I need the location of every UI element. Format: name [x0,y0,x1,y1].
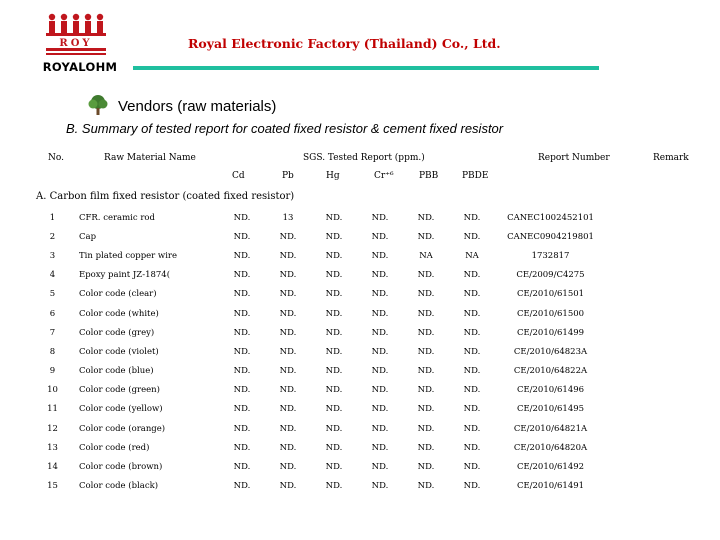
material-name: Color code (white) [79,308,159,319]
pbb-value: ND. [417,366,435,377]
hg-value: ND. [325,346,343,357]
pb-value: 13 [282,212,294,223]
pb-value: ND. [279,289,297,300]
pbb-value: ND. [417,385,435,396]
row-number: 4 [49,270,56,281]
cr6-value: ND. [371,366,389,377]
cd-value: ND. [233,231,251,242]
report-number: 1732817 [531,250,570,261]
report-number: CE/2010/64822A [513,366,588,377]
remark-cell [606,208,698,227]
pbb-value: ND. [417,346,435,357]
hg-value: ND. [325,231,343,242]
cd-value: ND. [233,308,251,319]
cr6-value: ND. [371,404,389,415]
pbde-value: ND. [463,404,481,415]
row-number: 6 [49,308,56,319]
pbde-value: ND. [463,481,481,492]
table-row [30,208,698,227]
row-number: 8 [49,346,56,357]
pbb-value: NA [419,250,433,261]
remark-cell [606,342,698,361]
header-pb: Pb [282,171,294,181]
material-name: Color code (grey) [79,327,155,338]
pbde-value: ND. [463,385,481,396]
report-number: CE/2010/61495 [516,404,585,415]
row-number: 12 [47,423,58,434]
remark-cell [606,285,698,304]
cr6-value: ND. [371,442,389,453]
header-pbde: PBDE [462,171,489,181]
remark-cell [606,419,698,438]
pbb-value: ND. [417,308,435,319]
cr6-value: ND. [371,346,389,357]
material-name: Color code (blue) [79,366,154,377]
hg-value: ND. [325,270,343,281]
cr6-value: ND. [371,385,389,396]
pbde-value: ND. [463,308,481,319]
table-row [30,457,698,476]
pbb-value: ND. [417,212,435,223]
cr6-value: ND. [371,212,389,223]
cd-value: ND. [233,346,251,357]
remark-cell [606,266,698,285]
remark-cell [606,400,698,419]
report-number: CE/2010/61500 [516,308,585,319]
hg-value: ND. [325,289,343,300]
pb-value: ND. [279,423,297,434]
pb-value: ND. [279,462,297,473]
brand-name: ROYALOHM [42,60,118,74]
cd-value: ND. [233,385,251,396]
cr6-value: ND. [371,462,389,473]
remark-cell [606,227,698,246]
table-row [30,438,698,457]
pbde-value: ND. [463,270,481,281]
cr6-value: ND. [371,481,389,492]
remark-cell [606,246,698,265]
material-name: Color code (orange) [79,423,166,434]
material-name: Color code (red) [79,442,150,453]
report-number: CE/2010/61496 [516,385,585,396]
test-report-table [30,208,698,496]
material-name: Tin plated copper wire [79,250,178,261]
material-name: Cap [79,231,97,242]
row-number: 15 [47,481,58,492]
table-row [30,227,698,246]
report-number: CE/2009/C4275 [516,270,585,281]
pbb-value: ND. [417,442,435,453]
remark-cell [606,438,698,457]
pbde-value: ND. [463,442,481,453]
cr6-value: ND. [371,270,389,281]
row-number: 14 [47,462,58,473]
pbb-value: ND. [417,423,435,434]
header-divider [133,66,599,70]
cd-value: ND. [233,442,251,453]
pbde-value: ND. [463,366,481,377]
hg-value: ND. [325,423,343,434]
report-number: CE/2010/61491 [516,481,585,492]
cr6-value: ND. [371,289,389,300]
row-number: 1 [49,212,56,223]
pb-value: ND. [279,442,297,453]
pbde-value: ND. [463,212,481,223]
hg-value: ND. [325,404,343,415]
header-no: No. [48,153,64,163]
table-row [30,246,698,265]
header-material: Raw Material Name [104,153,196,163]
header-report-number: Report Number [538,153,610,163]
table-row [30,342,698,361]
table-row [30,323,698,342]
row-number: 7 [49,327,56,338]
material-name: Color code (brown) [79,462,163,473]
pbb-value: ND. [417,231,435,242]
report-number: CE/2010/64823A [513,346,588,357]
hg-value: ND. [325,308,343,319]
pb-value: ND. [279,270,297,281]
pbde-value: NA [465,250,479,261]
header-cr6: Cr⁺⁶ [374,171,394,181]
header-cd: Cd [232,171,245,181]
remark-cell [606,362,698,381]
pbde-value: ND. [463,327,481,338]
remark-cell [606,457,698,476]
pb-value: ND. [279,308,297,319]
report-number: CE/2010/64821A [513,423,588,434]
header-hg: Hg [326,171,340,181]
pbde-value: ND. [463,462,481,473]
cd-value: ND. [233,250,251,261]
material-name: Color code (clear) [79,289,157,300]
pbb-value: ND. [417,289,435,300]
cd-value: ND. [233,404,251,415]
remark-cell [606,304,698,323]
cr6-value: ND. [371,308,389,319]
pbde-value: ND. [463,289,481,300]
cd-value: ND. [233,462,251,473]
row-number: 13 [47,442,58,453]
hg-value: ND. [325,366,343,377]
header-remark: Remark [653,153,689,163]
section-title: Vendors (raw materials) [118,98,277,115]
report-number: CE/2010/61492 [516,462,585,473]
pbde-value: ND. [463,231,481,242]
material-name: Color code (green) [79,385,160,396]
cr6-value: ND. [371,423,389,434]
report-number: CE/2010/61501 [516,289,585,300]
table-row [30,381,698,400]
company-name: Royal Electronic Factory (Thailand) Co., Ltd. [188,36,501,51]
pb-value: ND. [279,231,297,242]
row-number: 5 [49,289,56,300]
cd-value: ND. [233,366,251,377]
category-heading: A. Carbon film fixed resistor (coated fixed resistor) [36,191,295,202]
pb-value: ND. [279,327,297,338]
row-number: 9 [49,366,56,377]
cd-value: ND. [233,289,251,300]
hg-value: ND. [325,442,343,453]
cr6-value: ND. [371,231,389,242]
pb-value: ND. [279,385,297,396]
cr6-value: ND. [371,327,389,338]
material-name: Color code (yellow) [79,404,163,415]
table-row [30,266,698,285]
material-name: Epoxy paint JZ-1874( [79,270,171,281]
table-row [30,362,698,381]
pb-value: ND. [279,366,297,377]
cr6-value: ND. [371,250,389,261]
material-name: Color code (violet) [79,346,159,357]
pbb-value: ND. [417,481,435,492]
remark-cell [606,323,698,342]
material-name: Color code (black) [79,481,159,492]
row-number: 2 [49,231,56,242]
remark-cell [606,477,698,496]
hg-value: ND. [325,481,343,492]
pbb-value: ND. [417,462,435,473]
hg-value: ND. [325,212,343,223]
table-row [30,285,698,304]
report-number: CANEC1002452101 [507,212,594,223]
table-row [30,400,698,419]
report-number: CANEC0904219801 [507,231,594,242]
report-number: CE/2010/61499 [516,327,585,338]
tree-icon [86,94,110,116]
cd-value: ND. [233,270,251,281]
table-row [30,304,698,323]
pb-value: ND. [279,481,297,492]
pb-value: ND. [279,250,297,261]
cd-value: ND. [233,423,251,434]
pbde-value: ND. [463,346,481,357]
row-number: 10 [47,385,58,396]
logo-text: ROY [59,38,93,49]
pbde-value: ND. [463,423,481,434]
pbb-value: ND. [417,327,435,338]
cd-value: ND. [233,327,251,338]
hg-value: ND. [325,327,343,338]
table-row [30,419,698,438]
cd-value: ND. [233,481,251,492]
pbb-value: ND. [417,270,435,281]
header-sgs: SGS. Tested Report (ppm.) [303,153,425,163]
material-name: CFR. ceramic rod [79,212,155,223]
table-row [30,477,698,496]
hg-value: ND. [325,385,343,396]
report-number: CE/2010/64820A [513,442,588,453]
pb-value: ND. [279,404,297,415]
cd-value: ND. [233,212,251,223]
hg-value: ND. [325,462,343,473]
row-number: 11 [47,404,58,415]
pbb-value: ND. [417,404,435,415]
row-number: 3 [49,250,56,261]
hg-value: ND. [325,250,343,261]
header-pbb: PBB [419,171,439,181]
summary-heading: B. Summary of tested report for coated fixed resistor & cement fixed resistor [66,121,504,136]
remark-cell [606,381,698,400]
pb-value: ND. [279,346,297,357]
